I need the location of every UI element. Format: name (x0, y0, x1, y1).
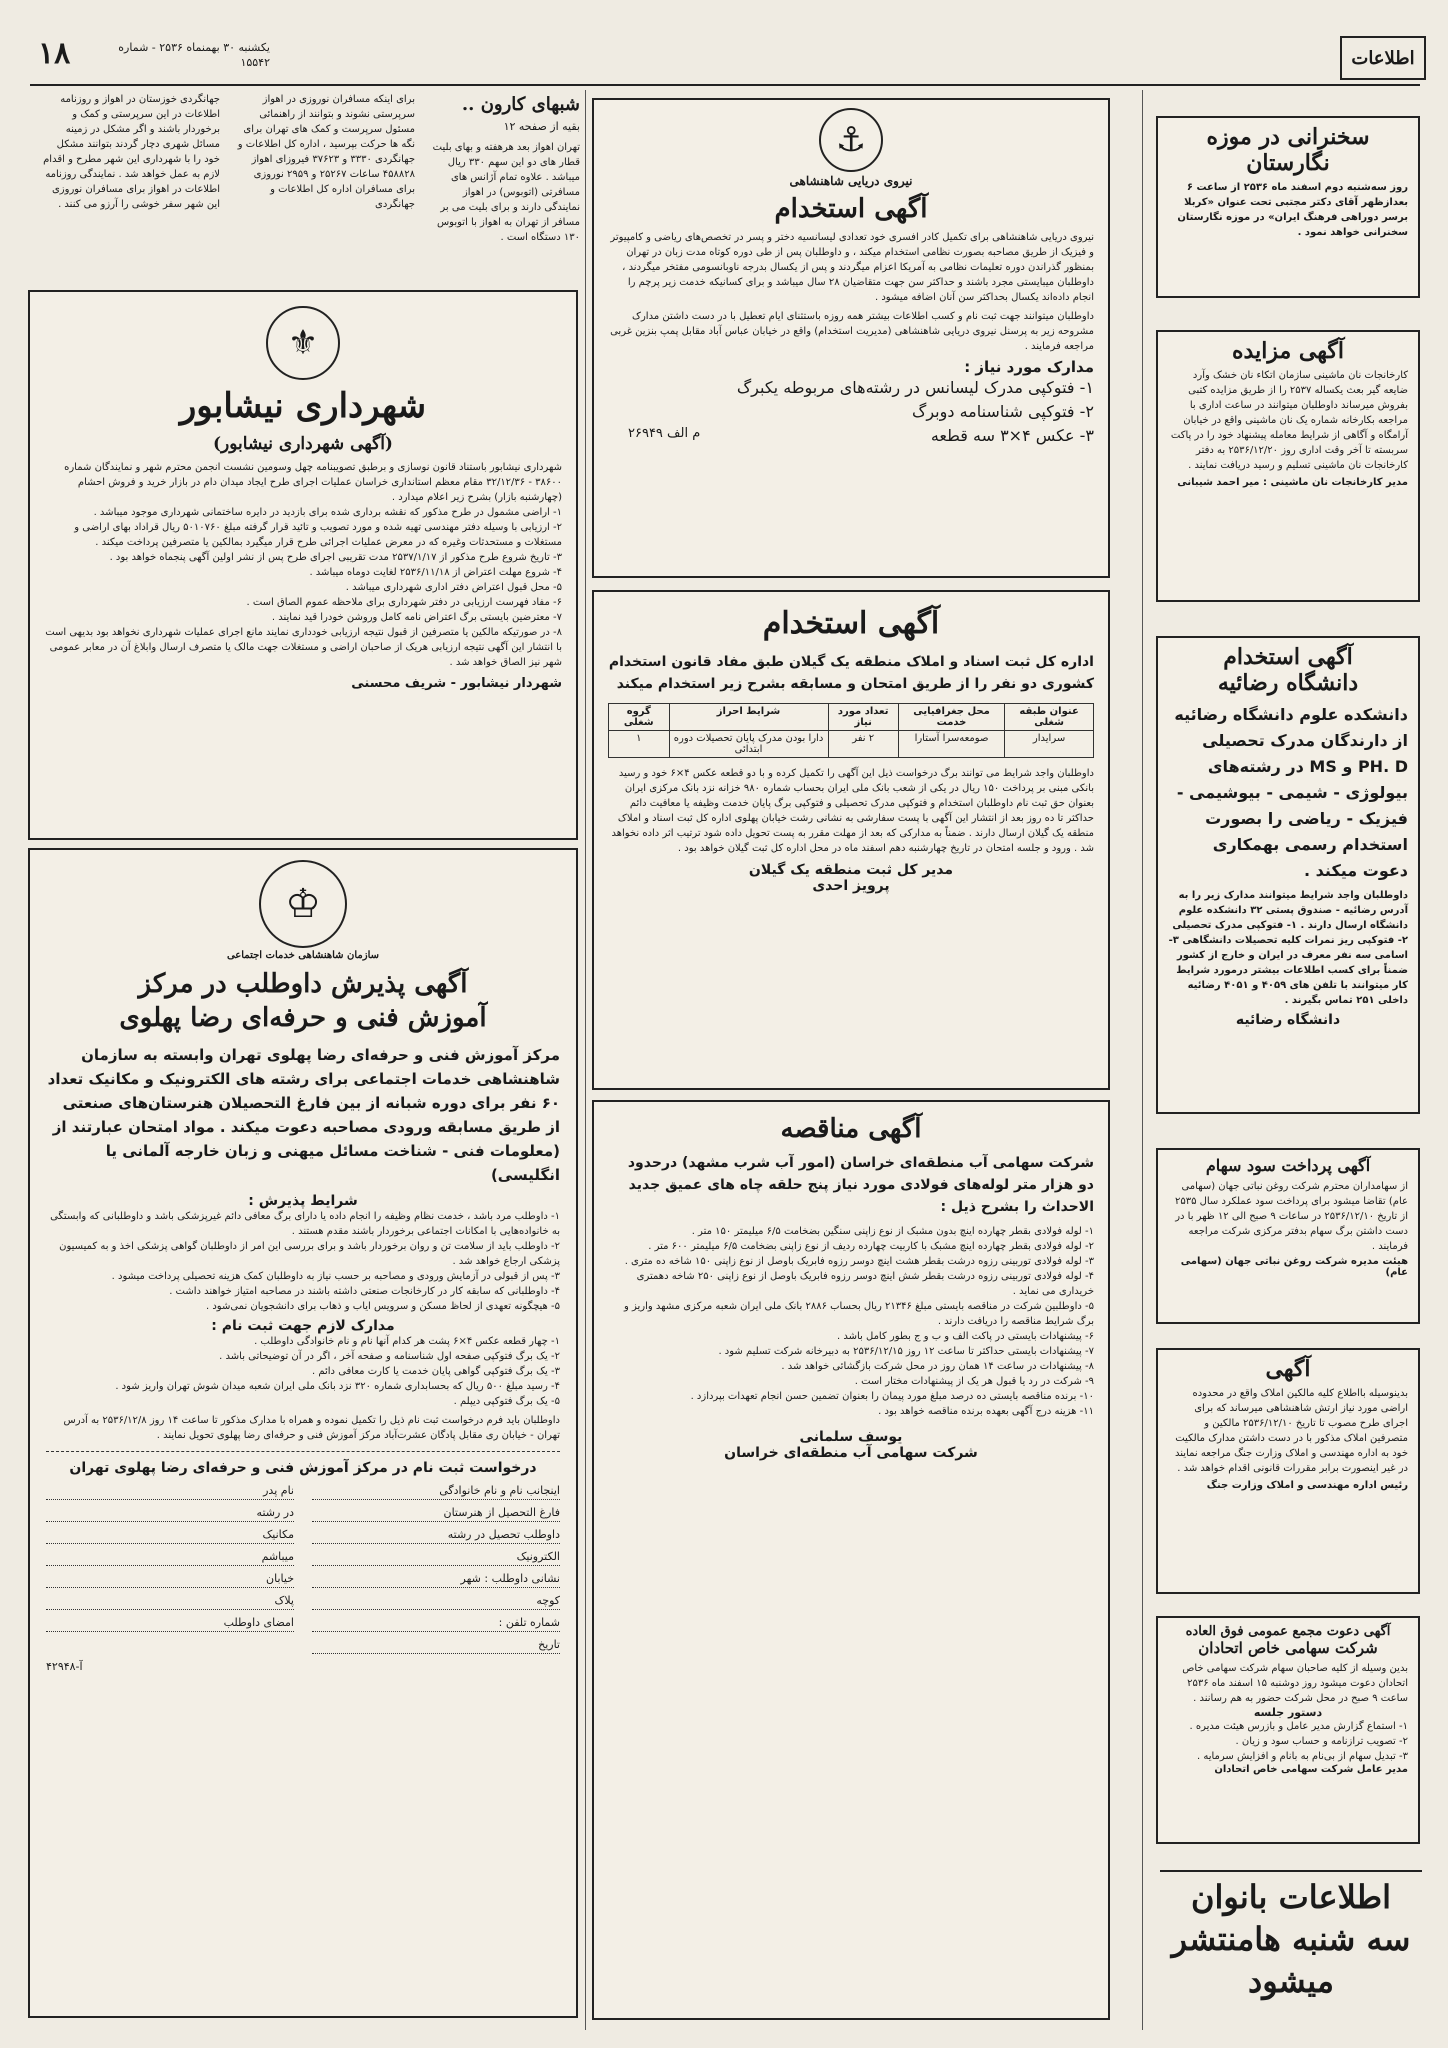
war-ministry-notice (1156, 1348, 1420, 1594)
auction-title: آگهی مزایده (1232, 338, 1344, 364)
documents-list (46, 1334, 560, 1409)
list-item: ۷- پیشنهادات بایستی حداکثر تا ساعت ۱۲ روز ۲۵۳۶/۱۲/۱۵ به دبیرخانه شرکت تسلیم شود . (718, 1346, 1094, 1357)
list-item: ۲- تصویب ترازنامه و حساب سود و زیان . (1235, 1736, 1408, 1747)
karun-subtitle: بقیه از صفحه ۱۲ (503, 120, 580, 133)
list-item: ۳- یک برگ فتوکپی گواهی پایان خدمت یا کارت معافی دائم . (311, 1366, 560, 1377)
list-item: ۵- داوطلبین شرکت در مناقصه بایستی مبلغ ۲۱۳۴۶ ریال بحساب ۲۸۸۶ بانک ملی ایران شعبه مرکزی مشهد واریز و برگ شرایط مناقصه را دریافت دارند . (623, 1301, 1094, 1327)
dividend-signature: هیئت مدیره شرکت روغن نباتی جهان (سهامی عام) (1180, 1256, 1408, 1278)
rezaieh-university-ad (1156, 636, 1420, 1114)
list-item: ۳- تاریخ شروع طرح مذکور از ۲۵۳۷/۱/۱۷ مدت تقریبی اجرای طرح پس از نشر اولین آگهی پنجماه خواهد بود . (109, 552, 562, 563)
list-item: ۲- ارزیابی با وسیله دفتر مهندسی تهیه شده و مورد تصویب و تائید قرار گرفته مبلغ ۵۰۱۰۷۶۰ ریال قراداد بهای اراضی و مستغلات و مستحدثات وغیره که در معرض عملیات اجرائی طرح قرار میگیرد بمالکین یا متصرفین پرداخت میکند . (74, 522, 562, 548)
list-item: ۴- لوله فولادی توربینی رزوه درشت بقطر شش اینچ دوسر رزوه فابریک باوصل از نوع زاپنی ۲۵۰ شاخه دهمتری خریداری می نماید . (636, 1271, 1094, 1297)
table-cell: ۱ (609, 731, 670, 758)
navy-title: آگهی استخدام (774, 194, 928, 224)
page-number: ۱۸ (38, 36, 71, 71)
nishabur-ad (28, 290, 578, 840)
dividend-body: از سهامداران محترم شرکت روغن نباتی جهان (سهامی عام) تقاضا میشود برای پرداخت سود عملکرد سال ۲۵۳۵ از تاریخ ۲۵۳۶/۱۲/۱۰ در ساعات ۹ صبح الی ۱۲ ظهر با در دست داشتن برگ سهام بدفتر مرکزی شرکت مراجعه فرمایند . (1174, 1181, 1408, 1252)
list-item: ۶- مفاد فهرست ارزیابی در دفتر شهرداری برای ملاحظه عموم الصاق است . (246, 597, 562, 608)
karun-col-3: جهانگردی خوزستان در اهواز و روزنامه اطلاعات در این سرپرستی و کمک و برخوردار باشند و اگر مشکل در زمینه مسائل شهری دچار گردند بتوانند مشکل خود را با شهرداری این شهر مطرح و اقدام لازم به عمل خواهد شد . نمایندگی روزنامه اطلاعات در اهواز برای مسافران نوروزی این شهر سفر خوشی را آرزو می کنند . (43, 94, 220, 210)
museum-title-1: سخنرانی در موزه (1206, 124, 1370, 150)
registration-form-title: درخواست ثبت نام در مرکز آموزش فنی و حرفه‌ای رضا پهلوی تهران (69, 1460, 537, 1476)
nishabur-signature: شهردار نیشابور - شریف محسنی (351, 676, 562, 691)
assembly-title-1: آگهی دعوت مجمع عمومی فوق العاده (1185, 1624, 1391, 1639)
nishabur-intro: شهرداری نیشابور باستناد قانون نوسازی و برطبق تصویبنامه چهل وسومین نشست انجمن محترم شهر و نمایندگان شماره ۳۸۶۰۰ - ۳۲/۱۲/۳۶ مقام معظم استانداری خراسان عملیات اجرای طرح ایجاد میدان دام در بازار خرید و فروش احشام (چهارشنبه بازار) بشرح زیر اعلام میدارد . (64, 462, 562, 503)
list-item: ۵- یک برگ فتوکپی دیپلم . (453, 1396, 560, 1407)
form-field[interactable]: فارغ التحصیل از هنرستان (312, 1506, 560, 1522)
auction-signature: مدیر کارخانجات نان ماشینی : میر احمد شیبانی (1177, 477, 1408, 488)
form-field[interactable]: پلاک (46, 1594, 294, 1610)
gilan-ad (592, 590, 1110, 1090)
column-rule (585, 90, 586, 2030)
notice-signature: رئیس اداره مهندسی و املاک وزارت جنگ (1206, 1480, 1408, 1491)
gilan-signature-title: مدیر کل ثبت منطقه یک گیلان (748, 862, 954, 878)
notice-body: بدینوسیله بااطلاع کلیه مالکین املاک واقع در محدوده اراضی مورد نیاز ارتش شاهنشاهی میرساند که برای اجرای طرح مصوب تا تاریخ ۲۵۳۶/۱۲/۱۰ مالکین و متصرفین املاک مذکور با در دست داشتن مدارک مالکیت خود به اداره مهندسی و املاک وزارت جنگ مراجعه نمایند در غیر اینصورت برابر مقررات قانونی اقدام خواهد شد . (1175, 1388, 1408, 1474)
list-item: ۱- فتوکپی مدرک لیسانس در رشته‌های مربوطه یکبرگ (736, 378, 1094, 397)
form-field[interactable]: مکانیک (46, 1528, 294, 1544)
rezaieh-lead: دانشکده علوم دانشگاه رضائیه از دارندگان مدرک تحصیلی PH. D و MS در رشته‌های بیولوژی - شیمی - بیوشیمی - فیزیک - ریاضی را بصورت استخدام رسمی بهمکاری دعوت میکند . (1174, 705, 1408, 880)
list-item: ۳- عکس ۴×۳ سه قطعه (930, 426, 1094, 445)
list-item: ۱۱- هزینه درج آگهی بعهده برنده مناقصه خواهد بود . (878, 1406, 1094, 1417)
karun-title: شبهای کارون .. (461, 94, 580, 115)
khorasan-title: آگهی مناقصه (780, 1114, 922, 1144)
list-item: ۱- چهار قطعه عکس ۴×۶ پشت هر کدام آنها نام و نام خانوادگی داوطلب . (254, 1336, 560, 1347)
form-field[interactable]: اینجانب نام و نام خانوادگی (312, 1484, 560, 1500)
table-header-cell: شرایط احراز (669, 704, 828, 731)
banner-line-3: میشود (1247, 1962, 1335, 2000)
banner-line-1: اطلاعات بانوان (1190, 1878, 1392, 1916)
dividend-ad (1156, 1148, 1420, 1324)
form-field[interactable]: شماره تلفن : (312, 1616, 560, 1632)
list-item: ۴- رسید مبلغ ۵۰۰ ریال که بحسابداری شماره ۳۲۰ نزد بانک ملی ایران شعبه میدان شوش تهران واریز شود . (115, 1381, 560, 1392)
assembly-title-2: شرکت سهامی خاص اتحادان (1198, 1639, 1378, 1657)
rezaieh-signature: دانشگاه رضائیه (1235, 1012, 1341, 1028)
khorasan-intro: شرکت سهامی آب منطقه‌ای خراسان (امور آب شرب مشهد) درحدود دو هزار متر لوله‌های فولادی مورد نیاز پنج حلقه چاه های عمیق جدید الاحداث را بشرح ذیل : (627, 1155, 1094, 1215)
logo-text: اطلاعات (1351, 47, 1415, 69)
museum-title-2: نگارستان (1246, 150, 1330, 176)
karun-col-1: تهران اهواز بعد هرهفته و بهای بلیت قطار های دو این سهم ۳۳۰ ریال میباشد . علاوه تمام آژانس های مسافرتی (اتوبوس) در اهواز نمایندگی دارند و برای بلیت می بر مسافر از تهران به اهواز با اتوبوس ۱۳۰ دستگاه است . (432, 142, 580, 243)
table-header-cell: عنوان طبقه شغلی (1005, 704, 1094, 731)
reza-pahlavi-title-2: آموزش فنی و حرفه‌ای رضا پهلوی (119, 1003, 487, 1033)
list-item: ۱- لوله فولادی بقطر چهارده اینچ بدون مشبک از نوع زاپنی سنگین بضخامت ۶/۵ میلیمتر ۱۵۰ متر . (691, 1226, 1094, 1237)
form-field[interactable]: خیابان (46, 1572, 294, 1588)
reza-pahlavi-intro: مرکز آموزش فنی و حرفه‌ای رضا پهلوی تهران وابسته به سازمان شاهنشاهی خدمات اجتماعی برای رشته های الکترونیک و مکانیک تعداد ۶۰ نفر برای دوره شبانه از بین فارغ التحصیلان هنرستان‌های صنعتی از طریق مسابقه ورودی مصاحبه دعوت میکند . مواد امتحان عبارتند از (معلومات فنی - شناخت مسائل میهنی و زبان خارجه آلمانی یا انگلیسی) (47, 1046, 560, 1184)
khorasan-signature-name: یوسف سلمانی (799, 1429, 903, 1445)
notice-title: آگهی (1265, 1356, 1311, 1382)
nishabur-emblem-icon: ⚜ (266, 306, 340, 380)
form-field[interactable]: الکترونیک (312, 1550, 560, 1566)
assembly-agenda-title: دستور جلسه (1253, 1706, 1323, 1719)
list-item: ۸- در صورتیکه مالکین یا متصرفین از قبول نتیجه ارزیابی خودداری نمایند مانع اجرای عملیات شهرداری نخواهد بود بدیهی است با انتشار این آگهی نتیجه ارزیابی هریک از صاحبان اراضی و مستغلات جهت مالک یا متصرف ارسال وابلاغ آن در معابر عمومی شهر نیز الصاق خواهد شد . (45, 627, 562, 668)
nishabur-emblem-text: شهرداری نیشابور (179, 386, 427, 426)
list-item: ۵- هیچگونه تعهدی از لحاظ مسکن و سرویس ایاب و ذهاب برای دانشجویان نمی‌شود . (205, 1301, 560, 1312)
auction-body: کارخانجات نان ماشینی سازمان اتکاء نان خشک وآرد ضایعه گیر بعث یکساله ۲۵۳۷ را از طریق مزایده کتبی بفروش میرساند داوطلبان میتوانند در ساعت اداری با مراجعه بکارخانه شماره یک نان ماشینی واقع در خیابان آرامگاه و آگاهی از شرایط معامله پیشنهاد خود را در پاکت سربسته تا آخر وقت اداری روز ۲۵۳۶/۱۲/۲۰ به دفتر کارخانجات نان ماشینی تسلیم و رسید دریافت نمایند . (1170, 370, 1408, 471)
table-cell: ۲ نفر (828, 731, 898, 758)
masthead-rule (30, 84, 1420, 86)
form-field[interactable]: نشانی داوطلب : شهر (312, 1572, 560, 1588)
navy-docs-title: مدارک مورد نیاز : (964, 358, 1094, 376)
navy-ad (592, 98, 1110, 578)
women-banner (1160, 1870, 1422, 2040)
reza-pahlavi-ref: آ-۴۲۹۴۸ (46, 1660, 83, 1673)
form-field[interactable]: کوچه (312, 1594, 560, 1610)
list-item: ۹- شرکت در رد یا قبول هر یک از پیشنهادات مختار است . (854, 1376, 1094, 1387)
table-cell: سرایدار (1005, 731, 1094, 758)
reza-pahlavi-closing: داوطلبان باید فرم درخواست ثبت نام ذیل را تکمیل نموده و همراه با مدارک مذکور تا ساعت ۱۴ روز ۲۵۳۶/۱۲/۸ به آدرس تهران - خیابان ری مقابل پادگان عشرت‌آباد مرکز آموزش فنی و حرفه‌ای رضا پهلوی تحویل نمایند . (63, 1415, 560, 1441)
rezaieh-title-1: آگهی استخدام (1223, 644, 1353, 670)
form-field[interactable]: امضای داوطلب (46, 1616, 294, 1632)
social-services-emblem-icon: ♔ (259, 860, 347, 948)
khorasan-items (608, 1224, 1094, 1419)
navy-ref: م الف ۲۶۹۴۹ (628, 426, 701, 441)
reza-pahlavi-title-1: آگهی پذیرش داوطلب در مرکز (138, 969, 468, 999)
list-item: ۱- اراضی مشمول در طرح مذکور که نقشه برداری شده برای بازدید در دایره ساختمانی شهرداری موجود میباشد . (93, 507, 562, 518)
list-item: ۴- داوطلبانی که سابقه کار در کارخانجات صنعتی داشته باشند در مصاحبه امتیاز خواهند داشت . (169, 1286, 560, 1297)
navy-emblem-text: نیروی دریایی شاهنشاهی (789, 174, 913, 188)
assembly-signature: مدیر عامل شرکت سهامی خاص اتحادان (1214, 1764, 1408, 1775)
nishabur-heading: (آگهی شهرداری نیشابور) (213, 434, 393, 454)
list-item: ۵- محل قبول اعتراض دفتر اداری شهرداری میباشد . (345, 582, 562, 593)
assembly-ad (1156, 1616, 1420, 1844)
list-item: ۱- استماع گزارش مدیر عامل و بازرس هیئت مدیره . (1189, 1721, 1408, 1732)
list-item: ۷- معترضین بایستی برگ اعتراض نامه کامل وروشن خودرا قید نمایند . (271, 612, 562, 623)
navy-anchor-icon: ⚓ (819, 108, 883, 172)
date-line: یکشنبه ۳۰ بهمنماه ۲۵۳۶ - شماره ۱۵۵۴۲ (118, 41, 270, 69)
conditions-list (46, 1209, 560, 1314)
form-field[interactable]: در رشته (46, 1506, 294, 1522)
documents-title: مدارک لازم جهت ثبت نام : (211, 1318, 395, 1334)
gilan-body: داوطلبان واجد شرایط می توانند برگ درخواست ذیل این آگهی را تکمیل کرده و با دو قطعه عکس ۴×۶ خود و رسید بانکی مبنی بر پرداخت ۱۵۰ ریال در یکی از شعب بانک ملی ایران بحساب شماره ۹۸۰ خزانه نزد بانک مرکزی ایران بعنوان حق ثبت نام داوطلبان استخدام و فتوکپی مدرک تحصیلی و فتوکپی برگ پایان خدمت وظیفه یا معافیت دائم حداکثر تا ده روز بعد از انتشار این آگهی با پست سفارشی به نشانی رشت خیابان پهلوی اداره کل ثبت اسناد و املاک منطقه یک گیلان ارسال دارند . ضمناً به مدارکی که بعد از مهلت مقرر به پست تحویل داده شود ترتیب اثر داده نخواهد شد . ورود و جلسه امتحان در تاریخ چهارشنبه دهم اسفند ماه در محل اداره کل ثبت گیلان خواهد بود . (611, 768, 1094, 854)
gilan-signature-name: پرویز احدی (812, 878, 890, 894)
assembly-agenda (1168, 1719, 1408, 1764)
table-cell: صومعه‌سرا آستارا (898, 731, 1004, 758)
karun-article (40, 88, 580, 288)
reza-pahlavi-emblem-text: سازمان شاهنشاهی خدمات اجتماعی (226, 950, 380, 961)
form-field[interactable]: تاریخ (312, 1638, 560, 1654)
list-item: ۴- شروع مهلت اعتراض از ۲۵۳۶/۱۱/۱۸ لغایت دوماه میباشد . (309, 567, 562, 578)
list-item: ۶- پیشنهادات بایستی در پاکت الف و ب و ج بطور کامل باشد . (837, 1331, 1094, 1342)
nishabur-items (44, 505, 562, 670)
list-item: ۲- یک برگ فتوکپی صفحه اول شناسنامه و صفحه آخر ، اگر در آن توضیحاتی باشد . (219, 1351, 560, 1362)
dividend-title: آگهی پرداخت سود سهام (1205, 1156, 1371, 1175)
form-field[interactable]: میباشم (46, 1550, 294, 1566)
gilan-intro: اداره کل ثبت اسناد و املاک منطقه یک گیلان طبق مفاد قانون استخدام کشوری دو نفر را از طریق امتحان و مسابقه بشرح زیر استخدام میکند (608, 654, 1094, 692)
masthead-logo (1340, 36, 1426, 80)
table-header-cell: تعداد مورد نیاز (828, 704, 898, 731)
list-item: ۲- لوله فولادی بقطر چهارده اینچ مشبک با کاربیت چهارده ردیف از نوع زاپنی بضخامت ۶/۵ میلیمتر ۶۰۰ متر . (648, 1241, 1094, 1252)
list-item: ۳- پس از قبولی در آزمایش ورودی و مصاحبه بر حسب نیاز به داوطلبان کمک هزینه تحصیلی پرداخت میشود . (111, 1271, 560, 1282)
list-item: ۳- لوله فولادی توربینی رزوه درشت بقطر هشت اینچ دوسر رزوه فابریک باوصل از نوع زاپنی ۱۵۰ شاخه ده متری . (624, 1256, 1094, 1267)
list-item: ۱- داوطلب مرد باشد ، خدمت نظام وظیفه را انجام داده یا دارای برگ معافی دائم غیرپزشکی باشد و داوطلبانی که وابستگی به خانواده‌هایی با امکانات اجتماعی برخوردار باشند مقدم هستند . (50, 1211, 560, 1237)
list-item: ۸- پیشنهادات در ساعت ۱۴ همان روز در محل شرکت بازگشائی خواهد شد . (781, 1361, 1094, 1372)
museum-body: روز سه‌شنبه دوم اسفند ماه ۲۵۳۶ از ساعت ۶ بعدازظهر آقای دکتر مجتبی تحت عنوان «کربلا برسر دوراهی فرهنگ ایران» در موزه نگارستان سخنرانی خواهد نمود . (1177, 182, 1408, 238)
gilan-table (608, 703, 1094, 758)
registration-form (46, 1484, 560, 1654)
rezaieh-title-2: دانشگاه رضائیه (1217, 670, 1359, 696)
conditions-title: شرایط پذیرش : (248, 1193, 358, 1209)
khorasan-tender-ad (592, 1100, 1110, 2020)
form-field[interactable]: داوطلب تحصیل در رشته (312, 1528, 560, 1544)
banner-line-2: سه شنبه هامنتشر (1171, 1920, 1411, 1958)
reza-pahlavi-ad (28, 848, 578, 2018)
navy-body: نیروی دریایی شاهنشاهی برای تکمیل کادر افسری خود تعدادی لیسانسیه دختر و پسر در تخصص‌های ریاضی و کامپیوتر و فیزیک از طریق مصاحبه بصورت نظامی استخدام میکند ، و داوطلبان پس از طی دوره کوتاه مدت زبان در تهران بمنظور گذراندن دوره تعلیمات نظامی به آمریکا اعزام میگردند و پس از یکسال بدرجه ناوبانسومی مفتخر میگردند ، داوطلبان میبایستی مجرد باشند و حداکثر سن جهت متقاضیان ۲۸ سال میباشد و برای کسانیکه خدمت زیر پرچم را انجام داده‌اند یکسال بحداکثر سن آنان اضافه میشود . (610, 232, 1094, 303)
list-item: ۲- داوطلب باید از سلامت تن و روان برخوردار باشد و برای بررسی این امر از داوطلبان گواهی پزشکی اخذ و به کمیسیون پزشکی ارجاع خواهد شد . (59, 1241, 560, 1267)
rezaieh-body: داوطلبان واجد شرایط میتوانند مدارک زیر را به آدرس رضائیه - صندوق پستی ۳۲ دانشکده علوم دانشگاه ارسال دارند . ۱- فتوکپی مدرک تحصیلی ۲- فتوکپی ریز نمرات کلیه تحصیلات دانشگاهی ۳- اسامی سه نفر معرف در ایران و خارج از کشور ضمناً برای کسب اطلاعات بیشتر درمورد شرایط کار میتوانند با تلفن های ۴۰۵۹ و ۴۰۵۱ رضائیه داخلی ۲۵۱ تماس بگیرند . (1168, 890, 1408, 1006)
gilan-title: آگهی استخدام (762, 606, 940, 641)
list-item: ۳- تبدیل سهام از بی‌نام به بانام و افزایش سرمایه . (1197, 1751, 1408, 1762)
khorasan-signature-company: شرکت سهامی آب منطقه‌ای خراسان (724, 1445, 978, 1461)
table-header-cell: گروه شغلی (609, 704, 670, 731)
column-rule (1142, 90, 1143, 2030)
table-cell: دارا بودن مدرک پایان تحصیلات دوره ابتدائی (669, 731, 828, 758)
navy-body-2: داوطلبان میتوانند جهت ثبت نام و کسب اطلاعات بیشتر همه روزه باستثنای ایام تعطیل با در دست داشتن مدارک مشروحه زیر به پرسنل نیروی دریایی شاهنشاهی (مدیریت استخدام) واقع در خیابان عباس آباد مقابل پمپ بنزین غربی مراجعه فرمایند . (610, 311, 1094, 352)
form-field[interactable]: نام پدر (46, 1484, 294, 1500)
list-item: ۱۰- برنده مناقصه بایستی ده درصد مبلغ مورد پیمان را بعنوان تضمین حسن انجام تعهدات بپردازد . (690, 1391, 1094, 1402)
auction-ad (1156, 330, 1420, 602)
museum-ad (1156, 116, 1420, 298)
table-header-cell: محل جغرافیایی خدمت (898, 704, 1004, 731)
list-item: ۲- فتوکپی شناسنامه دوبرگ (912, 402, 1094, 421)
karun-col-2: برای اینکه مسافران نوروزی در اهواز سرپرستی نشوند و بتوانند از راهنمائی مسئول سرپرست و کمک های تهران برای نگه ها حرکت بپرسید ، اداره کل اطلاعات و جهانگردی ۳۳۳۰ و ۳۷۶۲۳ فیروزای اهواز ۴۵۸۸۲۸ ساعات ۲۵۲۶۷ و ۲۹۵۹ نوروزی برای مسافران اداره کل اطلاعات و جهانگردی (237, 94, 415, 210)
assembly-body: بدین وسیله از کلیه صاحبان سهام شرکت سهامی خاص اتحادان دعوت میشود روز دوشنبه ۱۵ اسفند ماه ۲۵۳۶ ساعت ۹ صبح در محل شرکت حضور به هم رسانند . (1182, 1663, 1408, 1704)
